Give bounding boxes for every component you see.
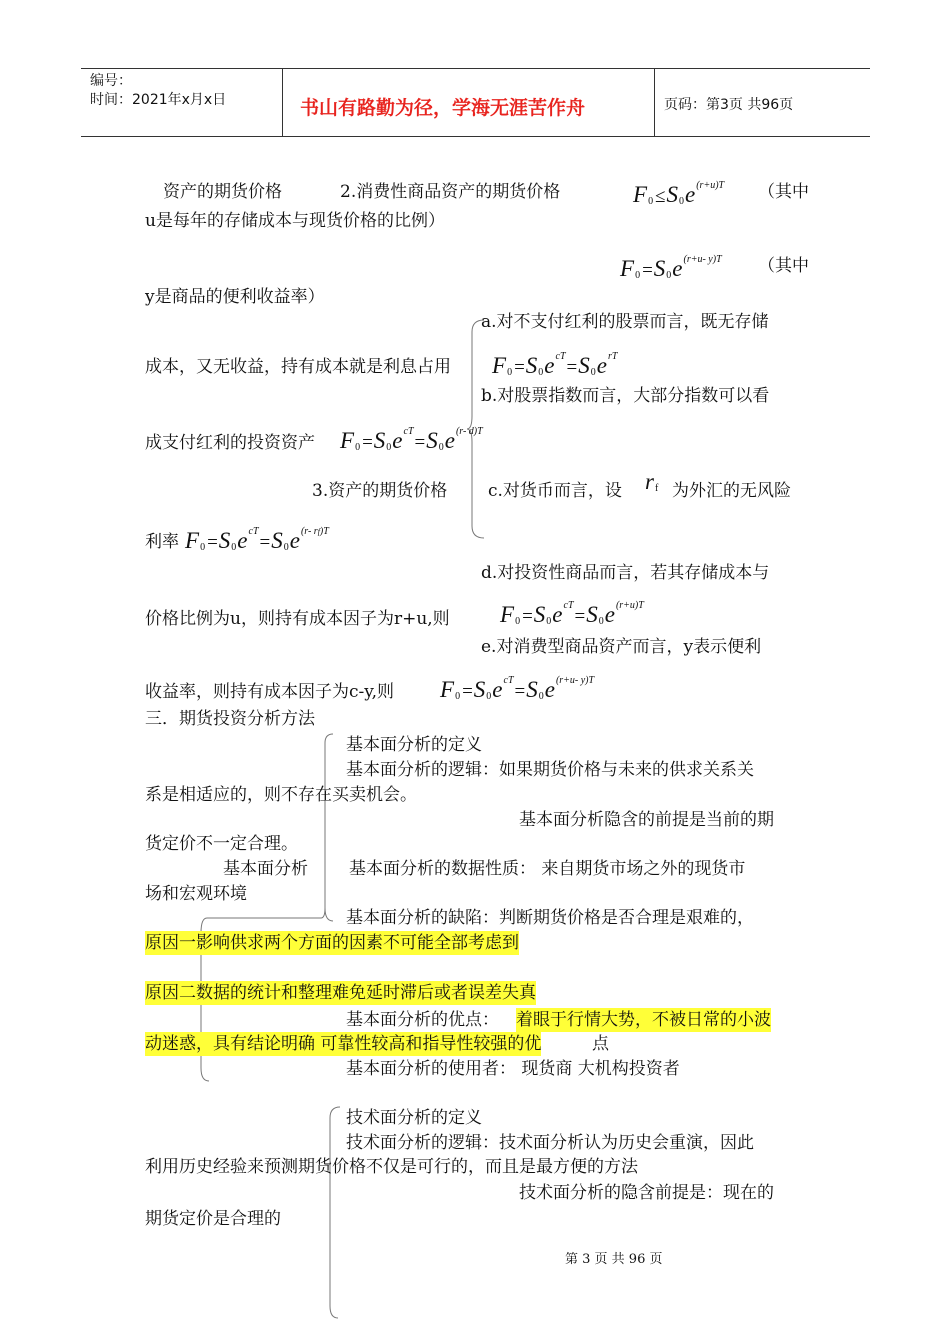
text-fa-label: 基本面分析 <box>223 859 308 879</box>
formula-stock-index: $F_0 =S_0e^{cT}=S_0e^{(r- d)T}$ <box>340 426 483 453</box>
text-where-1: （其中 <box>758 182 809 202</box>
formula-consumption-equality: $F_0 =S_0e^{(r+u- y)T}$ <box>620 254 722 281</box>
text-fa-advantage-b: 着眼于行情大势，不被日常的小波 <box>516 1010 771 1030</box>
text-fa-advantage-2a: 动迷惑，具有结论明确 可靠性较高和指导性较强的优 <box>145 1034 542 1054</box>
text-e-line2: 收益率，则持有成本因子为c-y,则 <box>145 682 395 702</box>
text-y-convenience-yield: y是商品的便利收益率） <box>145 287 325 307</box>
header-page-info: 页码：第3页 共96页 <box>664 97 794 113</box>
header-number-label: 编号： <box>90 73 132 89</box>
text-fa-logic-2: 系是相适应的，则不存在买卖机会。 <box>145 785 417 805</box>
text-ta-premise-2: 期货定价是合理的 <box>145 1209 281 1229</box>
text-ta-logic-1: 技术面分析的逻辑：技术面分析认为历史会重演，因此 <box>346 1133 754 1153</box>
text-u-storage-ratio: u是每年的存储成本与现货价格的比例） <box>145 211 445 231</box>
text-consumption-commodity-price: 2.消费性商品资产的期货价格 <box>340 182 561 202</box>
text-c-line1a: c.对货币而言，设 <box>488 481 622 501</box>
text-b-line2: 成支付红利的投资资产 <box>145 433 315 453</box>
formula-stock-no-dividend: $F_0 =S_0e^{cT}=S_0e^{rT}$ <box>492 351 618 378</box>
brace-technical-analysis <box>322 1106 342 1321</box>
text-a-line2: 成本，又无收益，持有成本就是利息占用 <box>145 357 451 377</box>
header-bottom-rule <box>81 136 870 137</box>
text-d-line1: d.对投资性商品而言，若其存储成本与 <box>481 563 770 583</box>
text-fa-reason-2: 原因二数据的统计和整理难免延时滞后或者误差失真 <box>145 983 536 1003</box>
text-ta-logic-2: 利用历史经验来预测期货价格不仅是可行的，而且是最方便的方法 <box>145 1157 638 1177</box>
text-fa-advantage-2b: 点 <box>592 1034 609 1054</box>
text-fa-premise-1: 基本面分析隐含的前提是当前的期 <box>519 810 774 830</box>
text-d-line2: 价格比例为u，则持有成本因子为r+u,则 <box>145 609 450 629</box>
text-where-2: （其中 <box>758 256 809 276</box>
formula-rf-symbol: $r_f$ <box>645 469 659 494</box>
text-fa-premise-2: 货定价不一定合理。 <box>145 834 298 854</box>
footer-page-number: 第 3 页 共 96 页 <box>565 1252 663 1267</box>
text-fa-reason-1: 原因一影响供求两个方面的因素不可能全部考虑到 <box>145 933 519 953</box>
header-time-label: 时间：2021年x月x日 <box>90 92 227 108</box>
formula-investment-commodity: $F_0 =S_0e^{cT}=S_0e^{(r+u)T}$ <box>500 600 644 627</box>
header-divider-right <box>654 68 655 136</box>
text-ta-premise-1: 技术面分析的隐含前提是：现在的 <box>519 1183 774 1203</box>
text-fa-definition: 基本面分析的定义 <box>346 735 482 755</box>
text-asset-futures-price-3: 3.资产的期货价格 <box>312 481 448 501</box>
text-b-line1: b.对股票指数而言，大部分指数可以看 <box>481 386 770 406</box>
text-asset-futures-price-1: 资产的期货价格 <box>163 182 282 202</box>
header-motto: 书山有路勤为径，学海无涯苦作舟 <box>300 97 586 119</box>
text-c-line2: 利率 <box>145 532 179 552</box>
text-fa-users: 基本面分析的使用者： 现货商 大机构投资者 <box>346 1059 680 1079</box>
text-fa-logic-1: 基本面分析的逻辑：如果期货价格与未来的供求关系关 <box>346 760 754 780</box>
text-c-line1b: 为外汇的无风险 <box>672 481 791 501</box>
formula-consumption-inequality: $F_0 \le S_0e^{(r+u)T}$ <box>633 180 725 207</box>
text-a-line1: a.对不支付红利的股票而言，既无存储 <box>481 312 769 332</box>
formula-currency: $F_0 =S_0e^{cT}=S_0e^{(r- rf)T}$ <box>185 526 329 553</box>
text-fa-defect: 基本面分析的缺陷：判断期货价格是否合理是艰难的， <box>346 908 754 928</box>
formula-consumption-asset: $F_0 =S_0e^{cT}=S_0e^{(r+u- y)T}$ <box>440 675 595 702</box>
header-top-rule <box>81 68 870 69</box>
section-title-analysis-methods: 三．期货投资分析方法 <box>145 709 315 729</box>
text-fa-data-1: 基本面分析的数据性质： 来自期货市场之外的现货市 <box>349 859 746 879</box>
header-divider-left <box>282 68 283 136</box>
text-fa-data-2: 场和宏观环境 <box>145 884 247 904</box>
text-e-line1: e.对消费型商品资产而言，y表示便利 <box>481 637 762 657</box>
text-fa-advantage-a: 基本面分析的优点： <box>346 1010 499 1030</box>
text-ta-definition: 技术面分析的定义 <box>346 1108 482 1128</box>
